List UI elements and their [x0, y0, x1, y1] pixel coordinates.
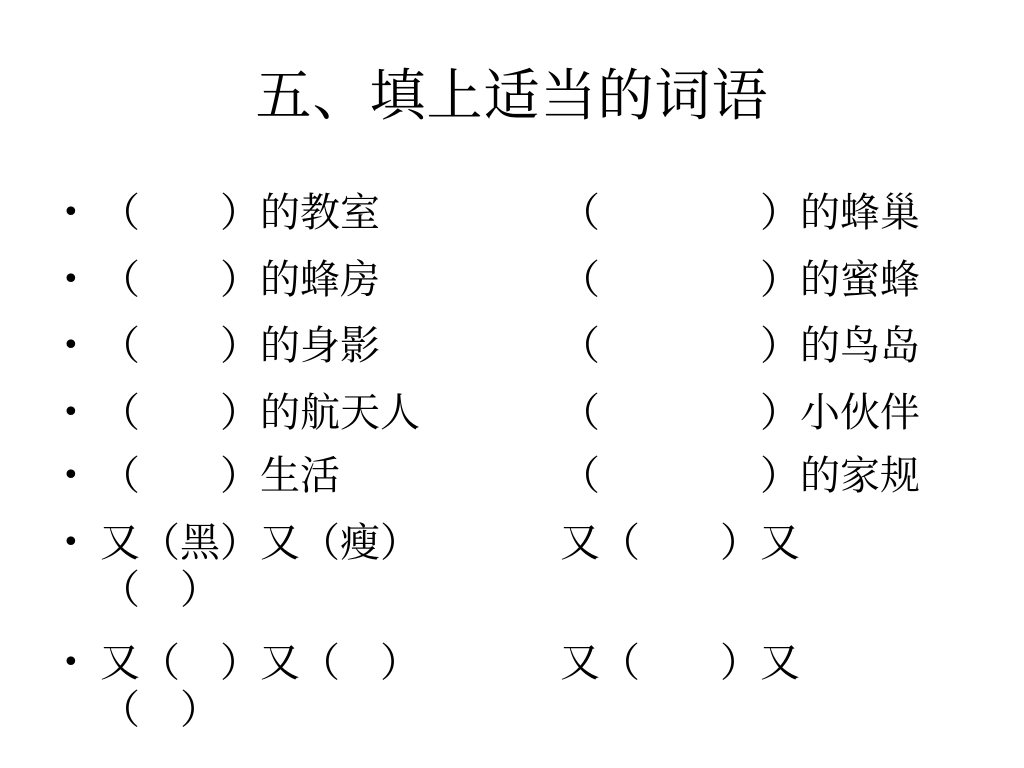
phrase-left: （ ）的教室: [100, 190, 380, 236]
phrase-right: （ ）小伙伴: [560, 390, 920, 436]
phrase-right: 又（ ）又: [560, 520, 800, 566]
bullet-icon: •: [62, 525, 80, 560]
bullet-icon: •: [62, 458, 80, 493]
phrase-right: （ ）的蜂巢: [560, 190, 920, 236]
phrase-left: 又（ ）又（ ）: [100, 640, 420, 686]
phrase-left: （ ）的身影: [100, 323, 380, 369]
slide-title: 五、填上适当的词语: [255, 64, 769, 129]
phrase-left: 又（黑）又（瘦）: [100, 520, 420, 566]
phrase-right: （ ）的家规: [560, 453, 920, 499]
phrase-left: （ ）生活: [100, 453, 340, 499]
phrase-right: （ ）的蜜蜂: [560, 257, 920, 303]
phrase-wrap: （ ）: [100, 567, 220, 613]
bullet-icon: •: [62, 328, 80, 363]
bullet-icon: •: [62, 195, 80, 230]
phrase-right: （ ）的鸟岛: [560, 323, 920, 369]
phrase-left: （ ）的航天人: [100, 390, 420, 436]
bullet-icon: •: [62, 395, 80, 430]
bullet-icon: •: [62, 262, 80, 297]
phrase-wrap: （ ）: [100, 687, 220, 733]
phrase-left: （ ）的蜂房: [100, 257, 380, 303]
bullet-icon: •: [62, 645, 80, 680]
phrase-right: 又（ ）又: [560, 640, 800, 686]
